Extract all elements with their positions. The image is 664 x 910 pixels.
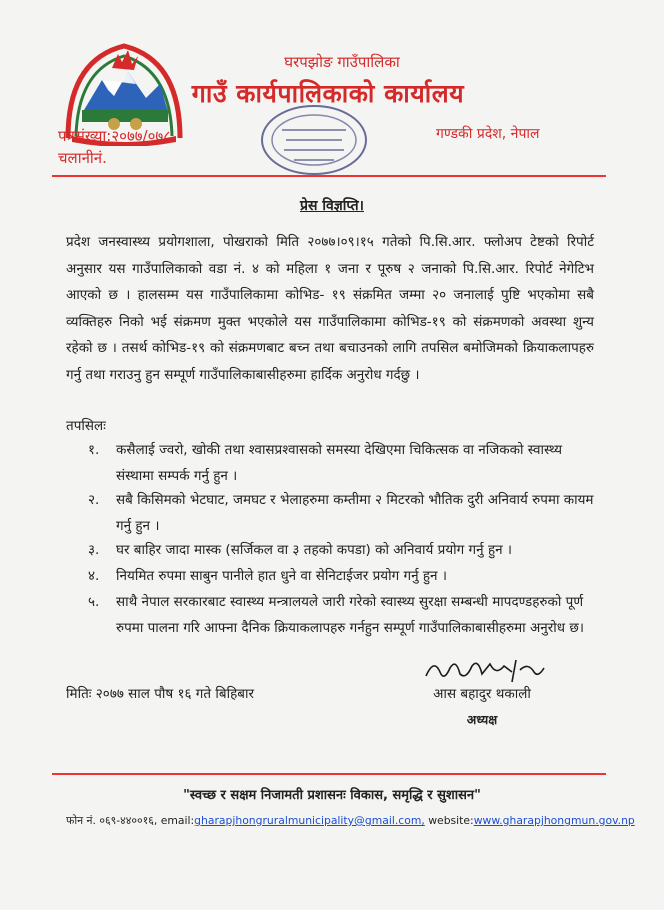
phone-number: फोन नं. ०६९-४४००१६, — [66, 814, 158, 827]
header-divider — [52, 175, 606, 177]
main-paragraph: प्रदेश जनस्वास्थ्य प्रयोगशाला, पोखराको मिति २०७७।०९।१५ गतेको पि.सि.आर. फ्लोअप टेष्टको रिपोर्ट अनुसार यस गाउँपालिकाको वडा नं. ४ को महिला १ जना र पूरुष २ जनाको पि.सि.आर. रिपोर्ट नेगेटिभ आएको छ । हालसम्म यस गाउँपालिकामा कोभिड- १९ संक्रमित जम्मा २० जनालाई पुष्टि भएकोमा सबै व्यक्तिहरु निको भई संक्रमण मुक्त भएकोले यस गाउँपालिकामा कोभिड-१९ को संक्रमणको अवस्था शुन्य रहेको छ । तसर्थ कोभिड-१९ को संक्रमणबाट बच्न तथा बचाउनको लागि तपसिल बमोजिमको क्रियाकलापहरु गर्नु तथा गराउनु हुन सम्पूर्ण गाउँपालिकाबासीहरुमा हार्दिक अनुरोध गर्दछु । — [66, 234, 594, 383]
footer-slogan: "स्वच्छ र सक्षम निजामती प्रशासनः विकास, समृद्धि र सुशासन" — [183, 788, 481, 803]
list-item-text: साथै नेपाल सरकारबाट स्वास्थ्य मन्त्रालयले जारी गरेको स्वास्थ्य सुरक्षा सम्बन्धी मापदण्डहरुको पूर्ण रुपमा पालना गरि आफ्ना दैनिक क्रियाकलापहरु गर्नहुन सम्पूर्ण गाउँपालिकाबासीहरुमा अनुरोध छ। — [116, 594, 584, 636]
dispatch-number: चलानीनं. — [58, 149, 107, 167]
reference-number: पत्रसंख्या:२०७७/०७८ — [58, 127, 172, 145]
signer-designation: अध्यक्ष — [466, 712, 498, 727]
list-item-number: १. — [88, 442, 100, 458]
website-link[interactable]: www.gharapjhongmun.gov.np — [473, 814, 635, 827]
list-item — [88, 437, 596, 489]
list-item-text: घर बाहिर जादा मास्क (सर्जिकल वा ३ तहको कपडा) को अनिवार्य प्रयोग गर्नु हुन । — [116, 542, 513, 558]
office-seal-stamp — [254, 100, 374, 182]
list-item-number: २. — [88, 492, 100, 508]
list-item — [88, 589, 596, 641]
list-item-number: ४. — [88, 568, 100, 584]
date-line: मितिः २०७७ साल पौष १६ गते बिहिबार — [66, 686, 254, 702]
list-item — [88, 487, 596, 539]
footer-divider — [52, 773, 606, 775]
list-item-number: ५. — [88, 594, 100, 610]
list-item-text: सबै किसिमको भेटघाट, जमघट र भेलाहरुमा कम्तीमा २ मिटरको भौतिक दुरी अनिवार्य रुपमा कायम गर्नु हुन । — [116, 492, 594, 534]
list-item — [88, 563, 596, 589]
document-title: प्रेस विज्ञप्ति। — [300, 198, 364, 214]
contact-line — [66, 813, 635, 828]
office-name: गाउँ कार्यपालिकाको कार्यालय — [191, 79, 465, 108]
list-item — [88, 537, 596, 563]
details-label: तपसिलः — [66, 418, 106, 434]
municipality-name: घरपझोङ गाउँपालिका — [284, 53, 400, 71]
email-link[interactable]: gharapjhongruralmunicipality@gmail.com, — [194, 814, 425, 827]
list-item-number: ३. — [88, 542, 100, 558]
list-item-text: कसैलाई ज्वरो, खोकी तथा श्वासप्रश्वासको समस्या देखिएमा चिकित्सक वा नजिकको स्वास्थ्य संस्थामा सम्पर्क गर्नु हुन । — [116, 442, 563, 484]
email-label: email: — [160, 814, 195, 827]
province-label: गण्डकी प्रदेश, नेपाल — [436, 126, 540, 142]
list-item-text: नियमित रुपमा साबुन पानीले हात धुने वा सेनिटाईजर प्रयोग गर्नु हुन । — [116, 568, 447, 584]
signer-name: आस बहादुर थकाली — [433, 686, 531, 702]
handwritten-signature — [420, 654, 550, 686]
website-label: website: — [428, 814, 474, 827]
